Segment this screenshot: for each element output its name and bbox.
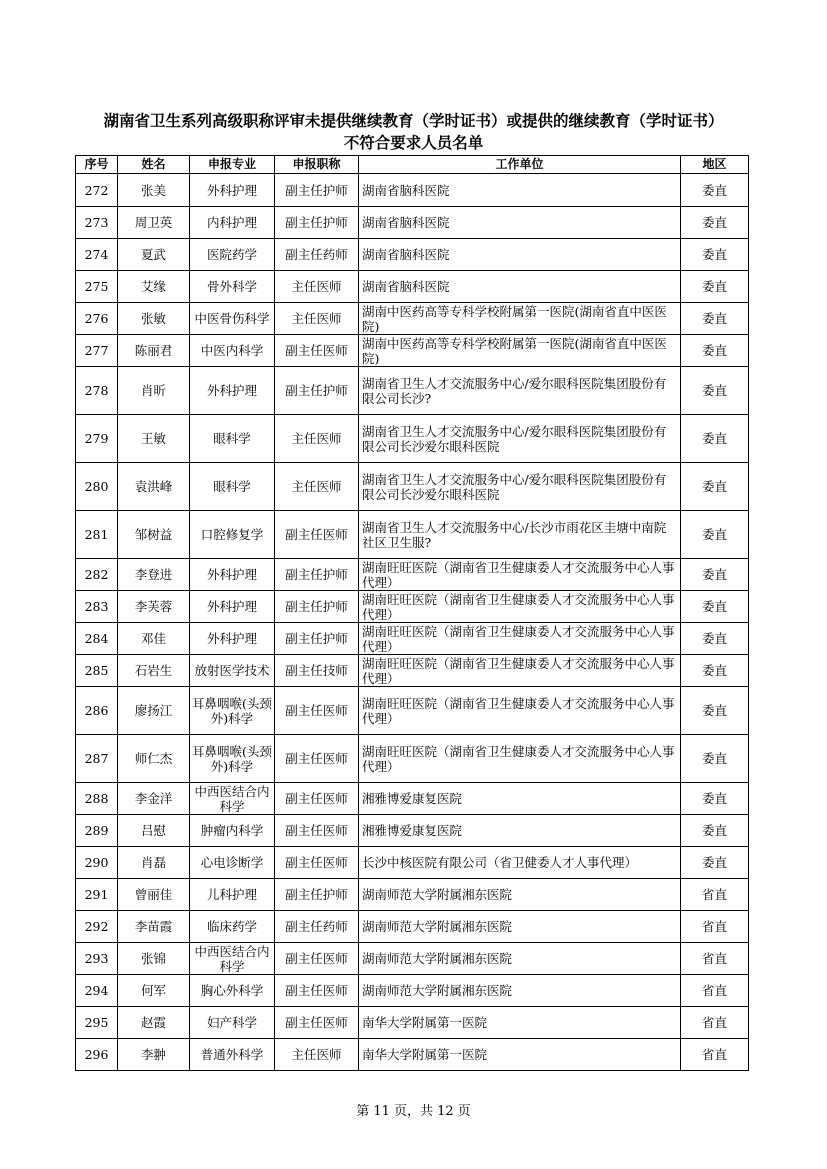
cell-specialty: 中西医结合内科学 bbox=[190, 943, 275, 975]
cell-title: 副主任医师 bbox=[275, 783, 359, 815]
cell-region: 委直 bbox=[681, 591, 749, 623]
cell-specialty: 眼科学 bbox=[190, 415, 275, 463]
cell-region: 省直 bbox=[681, 879, 749, 911]
cell-region: 委直 bbox=[681, 511, 749, 559]
cell-specialty: 放射医学技术 bbox=[190, 655, 275, 687]
cell-title: 副主任医师 bbox=[275, 975, 359, 1007]
cell-title: 副主任药师 bbox=[275, 911, 359, 943]
cell-name: 张敏 bbox=[118, 303, 190, 335]
cell-seq: 278 bbox=[76, 367, 118, 415]
cell-specialty: 妇产科学 bbox=[190, 1007, 275, 1039]
cell-seq: 279 bbox=[76, 415, 118, 463]
table-row bbox=[76, 174, 749, 207]
cell-specialty: 外科护理 bbox=[190, 174, 275, 207]
cell-name: 师仁杰 bbox=[118, 735, 190, 783]
cell-name: 李芙蓉 bbox=[118, 591, 190, 623]
cell-specialty: 普通外科学 bbox=[190, 1039, 275, 1071]
cell-unit: 湘雅博爱康复医院 bbox=[359, 815, 681, 847]
cell-seq: 280 bbox=[76, 463, 118, 511]
table-row bbox=[76, 367, 749, 415]
cell-unit: 湖南省卫生人才交流服务中心/爱尔眼科医院集团股份有限公司长沙? bbox=[359, 367, 681, 415]
cell-specialty: 医院药学 bbox=[190, 239, 275, 271]
cell-seq: 276 bbox=[76, 303, 118, 335]
cell-seq: 285 bbox=[76, 655, 118, 687]
cell-region: 省直 bbox=[681, 1039, 749, 1071]
cell-specialty: 口腔修复学 bbox=[190, 511, 275, 559]
cell-unit: 湖南省卫生人才交流服务中心/爱尔眼科医院集团股份有限公司长沙爱尔眼科医院 bbox=[359, 415, 681, 463]
cell-region: 省直 bbox=[681, 1007, 749, 1039]
cell-region: 委直 bbox=[681, 174, 749, 207]
cell-title: 副主任技师 bbox=[275, 655, 359, 687]
cell-unit: 湖南旺旺医院（湖南省卫生健康委人才交流服务中心人事代理） bbox=[359, 735, 681, 783]
document-title: 湖南省卫生系列高级职称评审未提供继续教育（学时证书）或提供的继续教育（学时证书） bbox=[103, 111, 724, 130]
table-row bbox=[76, 207, 749, 239]
cell-title: 副主任护师 bbox=[275, 207, 359, 239]
table-row bbox=[76, 335, 749, 367]
table-row bbox=[76, 943, 749, 975]
cell-title: 副主任医师 bbox=[275, 511, 359, 559]
cell-region: 委直 bbox=[681, 847, 749, 879]
table-row bbox=[76, 415, 749, 463]
cell-unit: 长沙中核医院有限公司（省卫健委人才人事代理） bbox=[359, 847, 681, 879]
cell-title: 副主任医师 bbox=[275, 847, 359, 879]
cell-name: 吕慰 bbox=[118, 815, 190, 847]
cell-seq: 272 bbox=[76, 174, 118, 207]
cell-region: 委直 bbox=[681, 303, 749, 335]
cell-name: 张锦 bbox=[118, 943, 190, 975]
table-row bbox=[76, 463, 749, 511]
table-row bbox=[76, 1039, 749, 1071]
cell-name: 张美 bbox=[118, 174, 190, 207]
cell-unit: 南华大学附属第一医院 bbox=[359, 1039, 681, 1071]
cell-title: 副主任护师 bbox=[275, 559, 359, 591]
cell-region: 委直 bbox=[681, 239, 749, 271]
cell-unit: 湖南省脑科医院 bbox=[359, 174, 681, 207]
cell-unit: 湖南旺旺医院（湖南省卫生健康委人才交流服务中心人事代理） bbox=[359, 623, 681, 655]
cell-seq: 275 bbox=[76, 271, 118, 303]
cell-unit: 湖南师范大学附属湘东医院 bbox=[359, 975, 681, 1007]
header-name: 姓名 bbox=[118, 156, 190, 174]
cell-unit: 湖南师范大学附属湘东医院 bbox=[359, 943, 681, 975]
table-row bbox=[76, 303, 749, 335]
cell-name: 何军 bbox=[118, 975, 190, 1007]
cell-seq: 273 bbox=[76, 207, 118, 239]
cell-region: 省直 bbox=[681, 975, 749, 1007]
cell-title: 副主任医师 bbox=[275, 943, 359, 975]
cell-title: 副主任医师 bbox=[275, 335, 359, 367]
cell-title: 副主任护师 bbox=[275, 879, 359, 911]
cell-specialty: 肿瘤内科学 bbox=[190, 815, 275, 847]
cell-unit: 湖南省卫生人才交流服务中心/长沙市雨花区圭塘中南院社区卫生服? bbox=[359, 511, 681, 559]
cell-specialty: 胸心外科学 bbox=[190, 975, 275, 1007]
cell-specialty: 耳鼻咽喉(头颈外)科学 bbox=[190, 687, 275, 735]
cell-name: 肖昕 bbox=[118, 367, 190, 415]
cell-region: 委直 bbox=[681, 735, 749, 783]
cell-unit: 湖南中医药高等专科学校附属第一医院(湖南省直中医医院) bbox=[359, 303, 681, 335]
cell-name: 李金洋 bbox=[118, 783, 190, 815]
cell-region: 委直 bbox=[681, 367, 749, 415]
cell-unit: 湖南省脑科医院 bbox=[359, 207, 681, 239]
table-row bbox=[76, 591, 749, 623]
cell-seq: 281 bbox=[76, 511, 118, 559]
header-region: 地区 bbox=[681, 156, 749, 174]
cell-title: 主任医师 bbox=[275, 271, 359, 303]
cell-name: 李苗霞 bbox=[118, 911, 190, 943]
cell-name: 李登进 bbox=[118, 559, 190, 591]
cell-specialty: 中医内科学 bbox=[190, 335, 275, 367]
cell-unit: 湖南省脑科医院 bbox=[359, 239, 681, 271]
cell-name: 石岩生 bbox=[118, 655, 190, 687]
cell-specialty: 外科护理 bbox=[190, 623, 275, 655]
cell-region: 委直 bbox=[681, 207, 749, 239]
cell-name: 李翀 bbox=[118, 1039, 190, 1071]
cell-region: 委直 bbox=[681, 687, 749, 735]
cell-specialty: 心电诊断学 bbox=[190, 847, 275, 879]
header-specialty: 申报专业 bbox=[190, 156, 275, 174]
cell-unit: 湘雅博爱康复医院 bbox=[359, 783, 681, 815]
cell-name: 袁洪峰 bbox=[118, 463, 190, 511]
cell-unit: 湖南省脑科医院 bbox=[359, 271, 681, 303]
cell-title: 副主任护师 bbox=[275, 174, 359, 207]
cell-specialty: 外科护理 bbox=[190, 559, 275, 591]
cell-unit: 湖南师范大学附属湘东医院 bbox=[359, 879, 681, 911]
cell-seq: 293 bbox=[76, 943, 118, 975]
cell-region: 委直 bbox=[681, 783, 749, 815]
cell-unit: 湖南旺旺医院（湖南省卫生健康委人才交流服务中心人事代理） bbox=[359, 559, 681, 591]
table-row bbox=[76, 735, 749, 783]
cell-name: 邓佳 bbox=[118, 623, 190, 655]
cell-title: 主任医师 bbox=[275, 463, 359, 511]
cell-name: 肖磊 bbox=[118, 847, 190, 879]
cell-name: 王敏 bbox=[118, 415, 190, 463]
table-row bbox=[76, 975, 749, 1007]
cell-specialty: 耳鼻咽喉(头颈外)科学 bbox=[190, 735, 275, 783]
cell-unit: 湖南旺旺医院（湖南省卫生健康委人才交流服务中心人事代理） bbox=[359, 655, 681, 687]
cell-seq: 286 bbox=[76, 687, 118, 735]
cell-specialty: 外科护理 bbox=[190, 367, 275, 415]
cell-name: 艾缘 bbox=[118, 271, 190, 303]
cell-seq: 274 bbox=[76, 239, 118, 271]
table-row bbox=[76, 783, 749, 815]
cell-title: 主任医师 bbox=[275, 415, 359, 463]
cell-specialty: 临床药学 bbox=[190, 911, 275, 943]
table-header-row bbox=[76, 156, 749, 174]
cell-seq: 283 bbox=[76, 591, 118, 623]
cell-unit: 湖南旺旺医院（湖南省卫生健康委人才交流服务中心人事代理） bbox=[359, 687, 681, 735]
cell-title: 副主任医师 bbox=[275, 687, 359, 735]
cell-seq: 292 bbox=[76, 911, 118, 943]
cell-title: 主任医师 bbox=[275, 303, 359, 335]
cell-seq: 282 bbox=[76, 559, 118, 591]
cell-seq: 288 bbox=[76, 783, 118, 815]
cell-title: 副主任医师 bbox=[275, 815, 359, 847]
cell-name: 曾丽佳 bbox=[118, 879, 190, 911]
cell-title: 副主任护师 bbox=[275, 367, 359, 415]
cell-title: 主任医师 bbox=[275, 1039, 359, 1071]
cell-title: 副主任护师 bbox=[275, 623, 359, 655]
cell-region: 委直 bbox=[681, 655, 749, 687]
cell-name: 陈丽君 bbox=[118, 335, 190, 367]
table-row bbox=[76, 879, 749, 911]
table-row bbox=[76, 911, 749, 943]
cell-region: 委直 bbox=[681, 335, 749, 367]
cell-title: 副主任医师 bbox=[275, 1007, 359, 1039]
cell-specialty: 中医骨伤科学 bbox=[190, 303, 275, 335]
document-subtitle: 不符合要求人员名单 bbox=[343, 133, 484, 152]
cell-name: 廖扬江 bbox=[118, 687, 190, 735]
cell-unit: 湖南旺旺医院（湖南省卫生健康委人才交流服务中心人事代理） bbox=[359, 591, 681, 623]
cell-title: 副主任药师 bbox=[275, 239, 359, 271]
cell-specialty: 骨外科学 bbox=[190, 271, 275, 303]
table-row bbox=[76, 655, 749, 687]
cell-name: 夏武 bbox=[118, 239, 190, 271]
cell-seq: 291 bbox=[76, 879, 118, 911]
cell-name: 邹树益 bbox=[118, 511, 190, 559]
cell-region: 委直 bbox=[681, 623, 749, 655]
cell-unit: 湖南师范大学附属湘东医院 bbox=[359, 911, 681, 943]
cell-name: 赵霞 bbox=[118, 1007, 190, 1039]
table-row bbox=[76, 511, 749, 559]
table-row bbox=[76, 1007, 749, 1039]
cell-specialty: 儿科护理 bbox=[190, 879, 275, 911]
cell-seq: 277 bbox=[76, 335, 118, 367]
table-row bbox=[76, 239, 749, 271]
header-seq: 序号 bbox=[76, 156, 118, 174]
header-unit: 工作单位 bbox=[359, 156, 681, 174]
cell-seq: 284 bbox=[76, 623, 118, 655]
cell-unit: 湖南中医药高等专科学校附属第一医院(湖南省直中医医院) bbox=[359, 335, 681, 367]
cell-seq: 295 bbox=[76, 1007, 118, 1039]
table-row bbox=[76, 815, 749, 847]
cell-seq: 289 bbox=[76, 815, 118, 847]
personnel-table bbox=[75, 155, 749, 1071]
page-number: 第 11 页，共 12 页 bbox=[356, 1104, 471, 1119]
cell-specialty: 中西医结合内科学 bbox=[190, 783, 275, 815]
cell-seq: 294 bbox=[76, 975, 118, 1007]
cell-specialty: 内科护理 bbox=[190, 207, 275, 239]
cell-seq: 296 bbox=[76, 1039, 118, 1071]
cell-region: 委直 bbox=[681, 415, 749, 463]
table-row bbox=[76, 559, 749, 591]
cell-region: 委直 bbox=[681, 463, 749, 511]
cell-seq: 287 bbox=[76, 735, 118, 783]
cell-unit: 湖南省卫生人才交流服务中心/爱尔眼科医院集团股份有限公司长沙爱尔眼科医院 bbox=[359, 463, 681, 511]
table-row bbox=[76, 687, 749, 735]
cell-region: 委直 bbox=[681, 271, 749, 303]
cell-specialty: 眼科学 bbox=[190, 463, 275, 511]
cell-title: 副主任医师 bbox=[275, 735, 359, 783]
table-row bbox=[76, 623, 749, 655]
cell-seq: 290 bbox=[76, 847, 118, 879]
cell-title: 副主任护师 bbox=[275, 591, 359, 623]
cell-region: 省直 bbox=[681, 943, 749, 975]
cell-region: 省直 bbox=[681, 911, 749, 943]
cell-unit: 南华大学附属第一医院 bbox=[359, 1007, 681, 1039]
cell-region: 委直 bbox=[681, 815, 749, 847]
cell-specialty: 外科护理 bbox=[190, 591, 275, 623]
table-row bbox=[76, 847, 749, 879]
table-row bbox=[76, 271, 749, 303]
header-title: 申报职称 bbox=[275, 156, 359, 174]
cell-name: 周卫英 bbox=[118, 207, 190, 239]
cell-region: 委直 bbox=[681, 559, 749, 591]
